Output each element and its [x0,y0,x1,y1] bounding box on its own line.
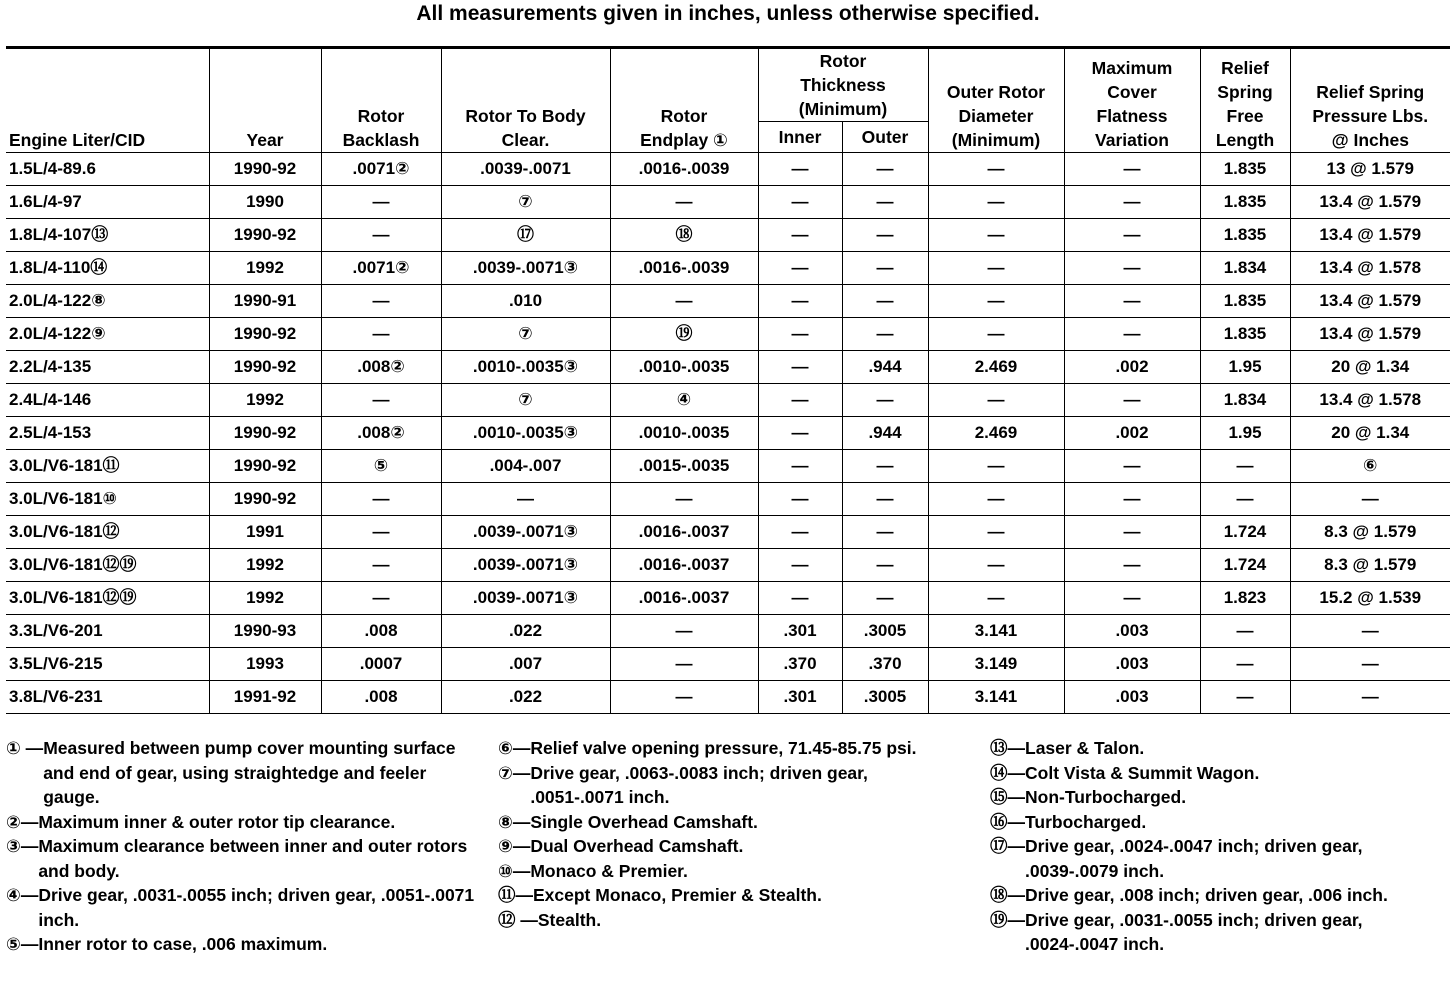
footnotes-column-1 [6,736,476,957]
header-flatness: Maximum Cover Flatness Variation [1064,48,1200,153]
footnote-marker: ②— [6,811,39,832]
table-row [6,351,1450,384]
table-cell: 1992 [209,252,321,285]
table-cell: 2.469 [928,351,1064,384]
footnote-text: Relief valve opening pressure, 71.45-85.75 psi. [530,738,917,758]
table-cell: .008 [321,615,441,648]
engine-cell: 2.0L/4-122⑧ [6,285,209,318]
table-cell: 1991-92 [209,681,321,714]
table-cell: .0010-.0035③ [441,351,610,384]
table-row [6,582,1450,615]
footnote-text: Laser & Talon. [1025,738,1145,758]
table-cell: 1.835 [1200,285,1290,318]
table-cell: 1990 [209,186,321,219]
table-cell: — [1290,483,1450,516]
table-cell: 1992 [209,582,321,615]
footnote-marker: ⑧— [498,811,531,832]
table-cell: .004-.007 [441,450,610,483]
table-cell: — [1200,648,1290,681]
table-cell: .0039-.0071③ [441,516,610,549]
table-cell: .002 [1064,351,1200,384]
table-cell: — [1290,615,1450,648]
table-cell: — [1064,318,1200,351]
header-row-1 [6,48,1450,122]
engine-cell: 3.0L/V6-181⑫ [6,516,209,549]
table-cell: — [1200,681,1290,714]
table-cell: — [842,219,928,252]
oil-pump-spec-table [6,46,1450,714]
page-title: All measurements given in inches, unless otherwise specified. [416,2,1040,25]
table-cell: 1.95 [1200,417,1290,450]
header-body-clear: Rotor To Body Clear. [441,48,610,153]
footnote-marker: ⑲— [990,909,1025,930]
header-outer-diameter: Outer Rotor Diameter (Minimum) [928,48,1064,153]
footnote-marker: ⑨— [498,836,531,856]
table-cell: .007 [441,648,610,681]
table-cell: 1990-93 [209,615,321,648]
table-cell: — [441,483,610,516]
footnote-text: Monaco & Premier. [530,860,688,881]
footnote [990,761,1440,786]
footnote [6,810,476,835]
table-cell: — [928,483,1064,516]
footnote-text: Non-Turbocharged. [1025,787,1187,807]
footnote-text: Drive gear, .0063-.0083 inch; driven gear, .0051-.0071 inch. [530,762,868,807]
table-cell: — [1064,186,1200,219]
footnote-text: Drive gear, .0031-.0055 inch; driven gear, .0024-.0047 inch. [1025,909,1363,954]
table-cell: — [928,384,1064,417]
header-spring-pressure: Relief Spring Pressure Lbs. @ Inches [1290,48,1450,153]
engine-cell: 3.5L/V6-215 [6,648,209,681]
table-cell: 1991 [209,516,321,549]
table-cell: — [758,417,842,450]
table-cell: — [1064,549,1200,582]
table-cell: 13 @ 1.579 [1290,153,1450,186]
footnote-text: Single Overhead Camshaft. [530,811,758,832]
table-cell: .0010-.0035 [610,351,758,384]
footnote [990,908,1440,957]
table-cell: 13.4 @ 1.579 [1290,219,1450,252]
table-cell: — [928,318,1064,351]
table-cell: 13.4 @ 1.578 [1290,252,1450,285]
table-cell: — [1064,153,1200,186]
table-cell: 1990-92 [209,450,321,483]
table-cell: 1.724 [1200,516,1290,549]
table-cell: — [842,450,928,483]
footnote-marker: ④— [6,885,39,905]
footnote [6,932,476,957]
table-cell: — [842,483,928,516]
table-cell: — [758,219,842,252]
table-cell: .301 [758,681,842,714]
table-cell: — [321,516,441,549]
table-cell: ⑦ [441,186,610,219]
table-cell: — [758,549,842,582]
footnote-marker: ⑭— [990,762,1025,783]
table-cell: — [321,318,441,351]
table-cell: ⑲ [610,318,758,351]
table-cell: ④ [610,384,758,417]
table-cell: — [758,483,842,516]
table-cell: 13.4 @ 1.579 [1290,285,1450,318]
engine-cell: 2.5L/4-153 [6,417,209,450]
table-cell: .370 [842,648,928,681]
table-cell: .0015-.0035 [610,450,758,483]
table-cell: — [610,186,758,219]
table-cell: 3.141 [928,615,1064,648]
table-cell: 1.95 [1200,351,1290,384]
table-cell: — [928,252,1064,285]
engine-cell: 2.2L/4-135 [6,351,209,384]
table-cell: 1990-92 [209,417,321,450]
footnote [6,834,476,883]
table-row [6,549,1450,582]
table-row [6,219,1450,252]
footnote [498,859,948,884]
table-cell: .002 [1064,417,1200,450]
table-cell: .008② [321,351,441,384]
table-cell: 1992 [209,384,321,417]
table-cell: 8.3 @ 1.579 [1290,516,1450,549]
table-cell: — [1290,648,1450,681]
table-cell: — [1064,450,1200,483]
footnote-marker: ⑰— [990,836,1025,856]
footnote-marker: ⑥— [498,738,531,758]
table-cell: — [1200,450,1290,483]
table-cell: — [321,549,441,582]
table-cell: ⑦ [441,384,610,417]
table-cell: — [1064,582,1200,615]
table-cell: — [321,219,441,252]
table-cell: — [610,648,758,681]
footnote-text: Maximum inner & outer rotor tip clearance. [38,811,396,832]
table-cell: .0039-.0071③ [441,252,610,285]
footnotes-column-3 [990,736,1440,957]
table-cell: .0016-.0039 [610,252,758,285]
header-backlash: Rotor Backlash [321,48,441,153]
header-inner: Inner [758,122,842,153]
footnote-marker: ⑫ — [498,909,538,930]
table-cell: .010 [441,285,610,318]
table-cell: .944 [842,417,928,450]
table-cell: — [1064,219,1200,252]
table-cell: — [842,582,928,615]
engine-cell: 3.3L/V6-201 [6,615,209,648]
engine-cell: 3.0L/V6-181⑫⑲ [6,582,209,615]
footnote-text: Measured between pump cover mounting surface and end of gear, using straightedge and feeler gauge. [43,738,456,807]
footnote-text: Drive gear, .0024-.0047 inch; driven gear, .0039-.0079 inch. [1025,836,1363,881]
footnote-text: Inner rotor to case, .006 maximum. [38,934,328,954]
footnote-marker: ③— [6,836,39,856]
table-cell: — [1200,615,1290,648]
table-cell: — [321,186,441,219]
table-cell: — [758,252,842,285]
table-cell: 8.3 @ 1.579 [1290,549,1450,582]
footnote-text: Except Monaco, Premier & Stealth. [533,885,822,905]
engine-cell: 1.8L/4-107⑬ [6,219,209,252]
table-cell: ⑥ [1290,450,1450,483]
footnote [498,736,948,761]
table-cell: .301 [758,615,842,648]
table-cell: — [928,549,1064,582]
table-cell: .022 [441,615,610,648]
footnote [990,834,1440,883]
table-row [6,417,1450,450]
engine-cell: 2.4L/4-146 [6,384,209,417]
table-cell: 13.4 @ 1.579 [1290,318,1450,351]
footnote-text: Colt Vista & Summit Wagon. [1025,762,1260,783]
table-cell: — [758,384,842,417]
table-cell: — [842,186,928,219]
table-cell: .003 [1064,681,1200,714]
table-cell: 1990-92 [209,351,321,384]
table-cell: 1.835 [1200,153,1290,186]
engine-cell: 2.0L/4-122⑨ [6,318,209,351]
table-cell: — [758,318,842,351]
footnote-text: Maximum clearance between inner and outer rotors and body. [38,836,468,881]
table-cell: — [610,681,758,714]
table-cell: .0039-.0071③ [441,582,610,615]
header-endplay: Rotor Endplay ① [610,48,758,153]
table-cell: ⑤ [321,450,441,483]
footnote-text: Drive gear, .0031-.0055 inch; driven gear, .0051-.0071 inch. [38,885,475,930]
table-cell: — [321,582,441,615]
header-year: Year [209,48,321,153]
table-cell: — [842,516,928,549]
footnote [990,785,1440,810]
footnote-marker: ⑩— [498,860,531,881]
table-row [6,648,1450,681]
table-cell: .0016-.0037 [610,582,758,615]
table-cell: .008 [321,681,441,714]
footnote [498,810,948,835]
table-cell: .3005 [842,681,928,714]
table-row [6,252,1450,285]
table-row [6,615,1450,648]
footnote-marker: ① — [6,738,44,758]
table-cell: — [1064,285,1200,318]
table-cell: — [758,450,842,483]
table-cell: — [321,285,441,318]
engine-cell: 3.8L/V6-231 [6,681,209,714]
table-cell: — [928,450,1064,483]
table-cell: .370 [758,648,842,681]
footnote-marker: ⑯— [990,811,1025,832]
table-cell: .0007 [321,648,441,681]
table-cell: — [842,252,928,285]
footnote [498,761,948,810]
table-cell: — [321,384,441,417]
table-cell: — [1200,483,1290,516]
table-cell: — [758,285,842,318]
footnote-marker: ⑬— [990,738,1025,758]
table-cell: — [321,483,441,516]
table-cell: .022 [441,681,610,714]
table-cell: 1.823 [1200,582,1290,615]
table-cell: .944 [842,351,928,384]
table-cell: — [928,153,1064,186]
footnote-marker: ⑦— [498,762,531,783]
table-cell: 20 @ 1.34 [1290,351,1450,384]
engine-cell: 3.0L/V6-181⑫⑲ [6,549,209,582]
table-cell: .0010-.0035③ [441,417,610,450]
table-cell: — [842,153,928,186]
table-cell: — [928,219,1064,252]
engine-cell: 1.6L/4-97 [6,186,209,219]
table-cell: 15.2 @ 1.539 [1290,582,1450,615]
table-row [6,483,1450,516]
engine-cell: 1.5L/4-89.6 [6,153,209,186]
footnote [6,883,476,932]
table-row [6,384,1450,417]
table-cell: — [1064,384,1200,417]
footnote [498,908,948,933]
footnote-text: Drive gear, .008 inch; driven gear, .006 inch. [1025,885,1388,905]
table-row [6,186,1450,219]
table-cell: — [758,186,842,219]
table-row [6,318,1450,351]
table-cell: .008② [321,417,441,450]
table-cell: — [928,516,1064,549]
footnote-marker: ⑱— [990,885,1025,905]
table-cell: .0071② [321,252,441,285]
engine-cell: 1.8L/4-110⑭ [6,252,209,285]
header-engine: Engine Liter/CID [6,48,209,153]
footnote [498,883,948,908]
footnote [990,883,1440,908]
table-cell: 1.724 [1200,549,1290,582]
table-cell: .0039-.0071 [441,153,610,186]
table-cell: — [1064,516,1200,549]
footnote [990,736,1440,761]
footnote-marker: ⑪— [498,885,533,905]
table-cell: — [928,582,1064,615]
footnote [990,810,1440,835]
table-cell: 1993 [209,648,321,681]
table-cell: 2.469 [928,417,1064,450]
table-cell: 1990-92 [209,153,321,186]
table-cell: — [1064,252,1200,285]
table-cell: 1990-92 [209,483,321,516]
table-cell: 1990-92 [209,318,321,351]
table-cell: 1992 [209,549,321,582]
header-outer: Outer [842,122,928,153]
table-cell: — [610,285,758,318]
footnote-marker: ⑤— [6,934,39,954]
engine-cell: 3.0L/V6-181⑪ [6,450,209,483]
table-cell: — [610,483,758,516]
table-row [6,153,1450,186]
table-cell: ⑦ [441,318,610,351]
footnote [498,834,948,859]
table-cell: — [1290,681,1450,714]
table-cell: — [758,153,842,186]
footnote [6,736,476,810]
footnote-text: Turbocharged. [1025,811,1147,832]
table-row [6,516,1450,549]
table-row [6,681,1450,714]
table-body [6,153,1450,714]
table-cell: 13.4 @ 1.578 [1290,384,1450,417]
header-spring-free-length: Relief Spring Free Length [1200,48,1290,153]
table-cell: 3.141 [928,681,1064,714]
table-cell: 3.149 [928,648,1064,681]
table-cell: 13.4 @ 1.579 [1290,186,1450,219]
footnote-text: Dual Overhead Camshaft. [530,836,744,856]
table-cell: .003 [1064,648,1200,681]
table-cell: 1990-91 [209,285,321,318]
table-cell: — [928,285,1064,318]
table-row [6,285,1450,318]
table-cell: .003 [1064,615,1200,648]
table-cell: .0016-.0037 [610,549,758,582]
table-cell: — [842,384,928,417]
table-cell: 1.834 [1200,384,1290,417]
table-cell: .0039-.0071③ [441,549,610,582]
table-cell: — [842,549,928,582]
table-cell: — [758,582,842,615]
table-cell: .0071② [321,153,441,186]
table-cell: 1990-92 [209,219,321,252]
header-thickness: Rotor Thickness (Minimum) [758,48,928,122]
engine-cell: 3.0L/V6-181⑩ [6,483,209,516]
table-cell: — [842,285,928,318]
table-cell: — [1064,483,1200,516]
table-cell: .3005 [842,615,928,648]
table-cell: .0016-.0039 [610,153,758,186]
table-cell: — [610,615,758,648]
table-cell: — [928,186,1064,219]
table-cell: — [758,351,842,384]
footnotes-column-2 [498,736,948,932]
table-cell: 1.834 [1200,252,1290,285]
table-cell: 1.835 [1200,186,1290,219]
table-row [6,450,1450,483]
table-cell: .0010-.0035 [610,417,758,450]
table-cell: 20 @ 1.34 [1290,417,1450,450]
table-cell: — [842,318,928,351]
table-cell: ⑱ [610,219,758,252]
table-cell: — [758,516,842,549]
table-cell: .0016-.0037 [610,516,758,549]
table-cell: 1.835 [1200,219,1290,252]
table-cell: ⑰ [441,219,610,252]
footnote-marker: ⑮— [990,787,1025,807]
table-cell: 1.835 [1200,318,1290,351]
footnote-text: Stealth. [537,909,602,930]
